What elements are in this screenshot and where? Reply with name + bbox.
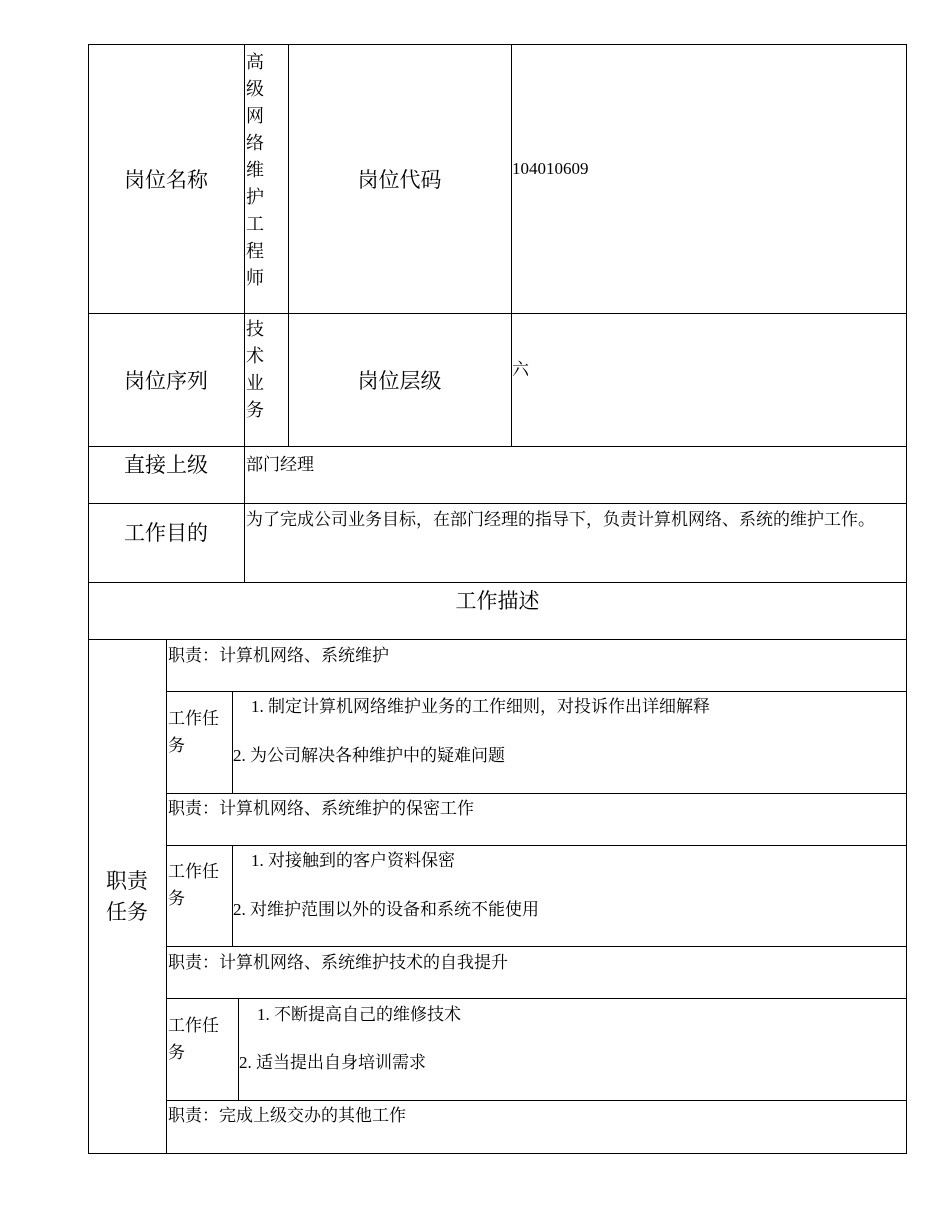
position-level-label: 岗位层级	[357, 368, 442, 393]
row-divider	[166, 946, 907, 947]
duty-title: 职责：计算机网络、系统维护技术的自我提升	[168, 953, 508, 972]
row-divider	[166, 1100, 907, 1101]
task-label: 工作任务	[168, 709, 219, 755]
row-divider	[166, 998, 907, 999]
row-divider	[166, 845, 907, 846]
position-level-value: 六	[512, 360, 529, 379]
duties-label	[88, 639, 166, 1154]
duties-label-text: 职责任务	[106, 868, 148, 924]
col-divider	[244, 44, 245, 582]
duty-title: 职责：完成上级交办的其他工作	[168, 1106, 406, 1125]
task-item: 1. 对接触到的客户资料保密	[251, 851, 455, 870]
col-divider	[511, 44, 512, 446]
task-label: 工作任务	[168, 1016, 219, 1062]
position-name-value: 高级网络维护工程师	[246, 52, 264, 288]
direct-superior-value: 部门经理	[246, 455, 314, 474]
row-divider	[88, 639, 907, 640]
task-item: 2. 对维护范围以外的设备和系统不能使用	[233, 900, 539, 919]
work-description-header: 工作描述	[455, 589, 540, 613]
duty-title: 职责：计算机网络、系统维护的保密工作	[168, 799, 474, 818]
duty-title: 职责：计算机网络、系统维护	[168, 646, 389, 665]
position-code-label: 岗位代码	[357, 167, 442, 192]
task-item: 1. 不断提高自己的维修技术	[257, 1005, 461, 1024]
row-divider	[166, 793, 907, 794]
task-item: 2. 为公司解决各种维护中的疑难问题	[233, 746, 505, 765]
work-purpose-label: 工作目的	[124, 521, 208, 545]
position-code-value: 104010609	[512, 159, 589, 178]
row-divider	[166, 691, 907, 692]
col-divider	[166, 639, 167, 1154]
position-name-label: 岗位名称	[124, 167, 208, 192]
direct-superior-label: 直接上级	[124, 453, 208, 477]
task-label: 工作任务	[168, 862, 219, 908]
position-sequence-label: 岗位序列	[124, 368, 208, 393]
task-item: 2. 适当提出自身培训需求	[239, 1053, 426, 1072]
work-purpose-value: 为了完成公司业务目标，在部门经理的指导下，负责计算机网络、系统的维护工作。	[246, 510, 875, 529]
task-item: 1. 制定计算机网络维护业务的工作细则，对投诉作出详细解释	[251, 697, 710, 716]
position-sequence-value: 技术业务	[246, 319, 264, 420]
